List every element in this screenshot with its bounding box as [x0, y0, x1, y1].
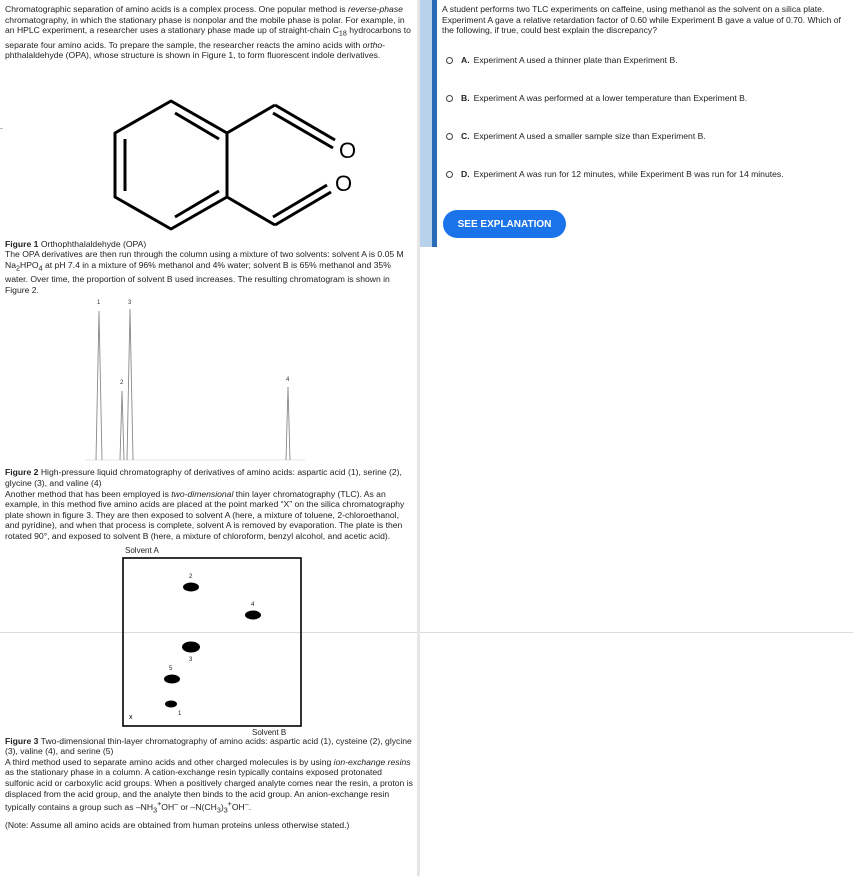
tlc-plate-border [123, 558, 301, 726]
spot-label-4: 4 [251, 601, 255, 608]
choice-c[interactable] [446, 131, 706, 141]
spot-3 [182, 641, 200, 652]
passage-para-2: The OPA derivatives are then run through the column using a mixture of two solvents: solvent A is 0.05 M $Na_2HPO_4$ at pH 7.4 in a mixture of 96% methanol and 4% water; solvent B is 65% methanol and 35% water. Over time, the proportion of solvent B used increases. The resulting chromatogram is shown in Figure 2. [5, 249, 404, 295]
spot-label-2: 2 [189, 573, 193, 580]
oxygen-atom-lower: O [335, 170, 353, 196]
solvent-a-label: Solvent A [125, 545, 159, 555]
passage-note: (Note: Assume all amino acids are obtained from human proteins unless otherwise stated.) [5, 820, 350, 831]
peak-4 [286, 387, 290, 460]
figure-2-hplc-chromatogram [5, 295, 413, 465]
radio-c[interactable] [446, 133, 453, 140]
question-accent-bar-light [420, 0, 432, 247]
peak-1 [96, 311, 102, 460]
choice-c-letter: C. [461, 131, 470, 141]
choice-b-text: Experiment A was performed at a lower temperature than Experiment B. [473, 93, 748, 103]
spot-label-3: 3 [189, 656, 193, 663]
figure-1-caption: Figure 1 Orthophthalaldehyde (OPA) [5, 238, 147, 249]
passage-panel [5, 4, 413, 831]
figure-3-tlc-plate [5, 544, 413, 736]
carbonyl-bond-lower-b [273, 185, 327, 217]
carbonyl-bond-upper-a [275, 105, 335, 140]
radio-b[interactable] [446, 95, 453, 102]
spot-label-5: 5 [169, 665, 173, 672]
passage-para-3: Another method that has been employed is two-dimensional thin layer chromatography (TLC). As an example, in this method five amino acids are placed at the point marked “X” on the silica chromatography plate shown in figure 3. They are then exposed to solvent A (here, a mixture of toluene, 2-chloroethanol, and pyridine), and when that process is complete, solvent A is removed by evaporation. The plate is then rotated 90°, and exposed to solvent B (here, a mixture of chloroform, benzyl alcohol, and acetic acid). [5, 488, 405, 541]
benzene-ring [115, 101, 227, 229]
oxygen-atom-upper: O [339, 137, 357, 163]
choice-a[interactable] [446, 55, 678, 65]
peak-label-4: 4 [286, 377, 290, 384]
spot-4 [245, 610, 261, 619]
carbonyl-bond-upper-b [273, 113, 333, 148]
origin-mark: x [129, 713, 133, 721]
peak-label-2: 2 [120, 380, 124, 387]
radio-d[interactable] [446, 171, 453, 178]
choice-d-letter: D. [461, 169, 470, 179]
spot-5 [164, 674, 180, 683]
figure-3-caption: Figure 3 Two-dimensional thin-layer chromatography of amino acids: aspartic acid (1), cysteine (2), glycine (3), valine (4), and serine (5) [5, 735, 412, 757]
solvent-b-label: Solvent B [252, 727, 287, 736]
choice-d[interactable] [446, 169, 784, 179]
see-explanation-button[interactable]: SEE EXPLANATION [443, 210, 566, 238]
spot-2 [183, 582, 199, 591]
aldehyde-bond-lower [227, 197, 275, 225]
figure-1-opa-structure [5, 65, 413, 237]
choice-a-text: Experiment A used a thinner plate than Experiment B. [473, 55, 678, 65]
peak-label-3: 3 [128, 300, 132, 307]
choice-d-text: Experiment A was run for 12 minutes, while Experiment B was run for 14 minutes. [473, 169, 784, 179]
radio-a[interactable] [446, 57, 453, 64]
choice-b[interactable] [446, 93, 747, 103]
choice-b-letter: B. [461, 93, 470, 103]
choice-a-letter: A. [461, 55, 470, 65]
spot-label-1: 1 [178, 710, 182, 717]
figure-2-caption: Figure 2 High-pressure liquid chromatography of derivatives of amino acids: aspartic acid (1), serine (2), glycine (3), and valine (4) [5, 467, 402, 488]
carbonyl-bond-lower-a [275, 192, 331, 225]
spot-1 [165, 700, 177, 707]
left-edge-tick [0, 128, 3, 129]
peak-3 [127, 309, 133, 460]
question-accent-bar [432, 0, 437, 247]
peak-label-1: 1 [97, 300, 101, 307]
choice-c-text: Experiment A used a smaller sample size than Experiment B. [473, 131, 706, 141]
passage-para-4: A third method used to separate amino acids and other charged molecules is by using ion-exchange resins as the stationary phase in a column. A cation-exchange resin typically contains exposed protonated sulfonic acid or carboxylic acid groups. When a positively charged analyte comes near the resin, a proton is displaced from the acid group, and the analyte then binds to the acid group. An anion-exchange resin typically contains a group such as $-NH_3^+OH^-$ or $-N(CH_3)_3^+OH^-$. [5, 756, 413, 815]
question-stem: A student performs two TLC experiments on caffeine, using methanol as the solvent on a silica plate. Experiment A gave a relative retardation factor of 0.60 while Experiment B gave a value of 0.70. Which of the following, if true, could best explain the discrepancy? [442, 4, 841, 36]
passage-intro: Chromatographic separation of amino acids is a complex process. One popular method is reverse-phase chromatography, in which the stationary phase is nonpolar and the mobile phase is polar. For example, in an HPLC experiment, a researcher uses a stationary phase made up of straight-chain $C_{18}$ hydrocarbons to separate four amino acids. To prepare the sample, the researcher reacts the amino acids with ortho-phthalaldehyde (OPA), whose structure is shown in Figure 1, to form fluorescent indole derivatives. [5, 4, 411, 61]
aldehyde-bond-upper [227, 105, 275, 133]
peak-2 [120, 391, 124, 460]
